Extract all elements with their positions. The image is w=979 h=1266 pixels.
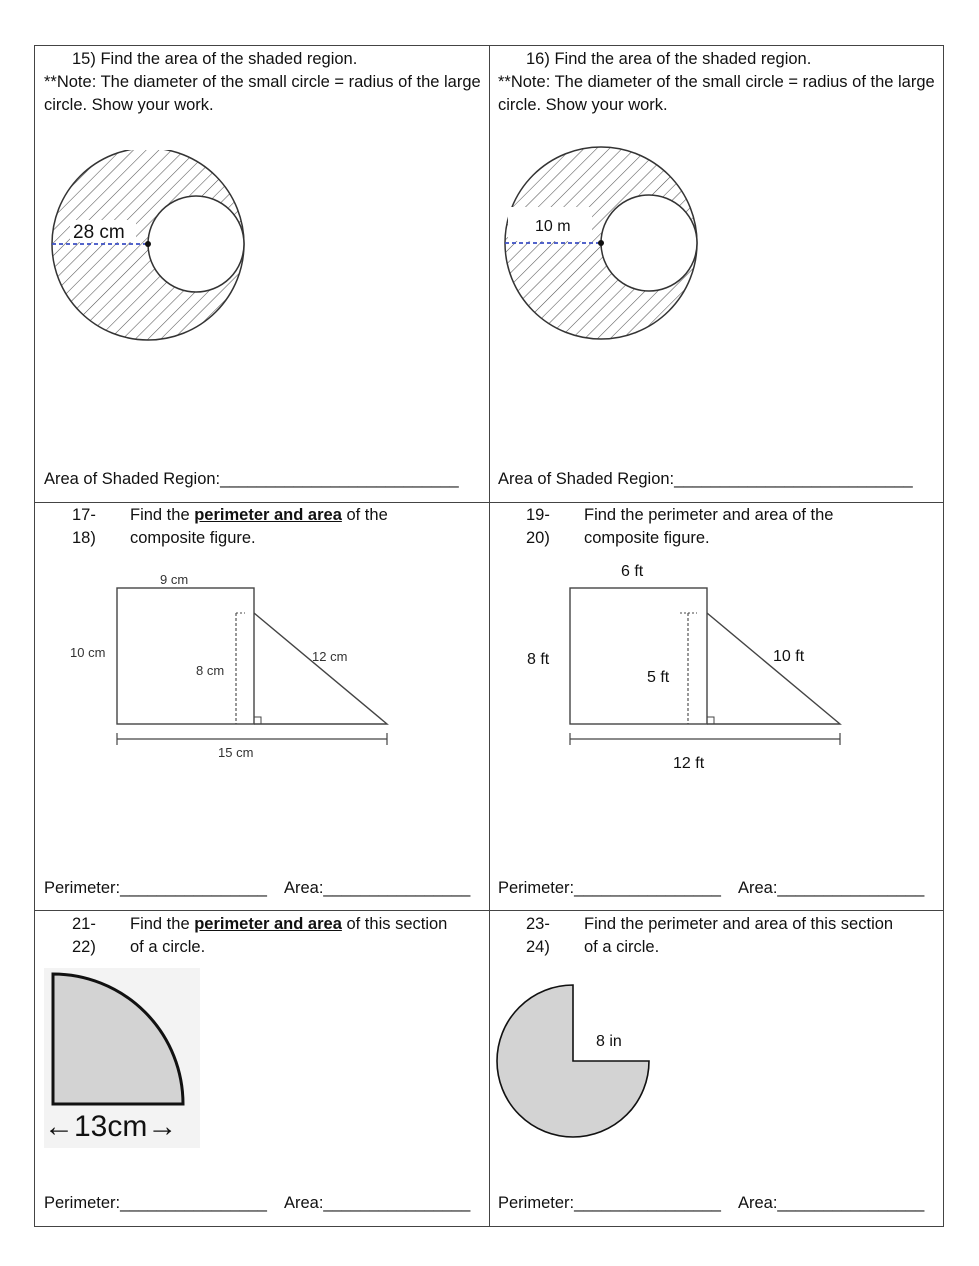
problem-15-prompt: Find the area of the shaded region. bbox=[100, 50, 358, 68]
problem-23-perimeter: Perimeter:________________ bbox=[498, 1194, 721, 1212]
problem-23-number: 23-24) bbox=[526, 915, 550, 956]
three-quarter-circle bbox=[497, 985, 649, 1137]
radius-label: 28 cm bbox=[73, 222, 125, 243]
problem-21-area: Area:________________ bbox=[284, 1194, 471, 1212]
left-label: 8 ft bbox=[527, 651, 550, 668]
problem-21-text bbox=[130, 913, 480, 959]
problem-16-text bbox=[498, 48, 938, 117]
problem-16-figure bbox=[498, 145, 708, 345]
hypotenuse-label: 10 ft bbox=[773, 648, 805, 665]
problem-15-note: **Note: The diameter of the small circle = radius of the large circle. Show your work. bbox=[44, 73, 481, 114]
top-label: 9 cm bbox=[160, 572, 189, 587]
problem-21-prompt-line2: of a circle. bbox=[130, 938, 206, 956]
problem-17-prompt-line2: composite figure. bbox=[130, 529, 256, 547]
problem-19-prompt-line2: composite figure. bbox=[584, 529, 710, 547]
problem-21-figure bbox=[44, 968, 204, 1148]
small-circle bbox=[148, 196, 244, 292]
problem-15-number: 15) bbox=[72, 50, 96, 68]
row-divider-2 bbox=[35, 910, 943, 911]
problem-23-prompt: Find the perimeter and area of this section bbox=[584, 915, 894, 933]
problem-21-number: 21-22) bbox=[72, 915, 96, 956]
problem-21-prompt-end: of this section bbox=[341, 915, 448, 933]
problem-17-text bbox=[130, 504, 480, 550]
right-angle-mark bbox=[707, 717, 714, 724]
problem-19-number: 19-20) bbox=[526, 506, 550, 547]
problem-17-prompt-start: Find the bbox=[130, 506, 195, 524]
problem-17-perimeter: Perimeter:________________ bbox=[44, 879, 267, 897]
problem-23-area: Area:________________ bbox=[738, 1194, 925, 1212]
triangle bbox=[254, 613, 387, 724]
problem-17-prompt-end: of the bbox=[341, 506, 388, 524]
problem-17-prompt-bold: perimeter and area bbox=[194, 506, 342, 524]
top-label: 6 ft bbox=[621, 563, 644, 580]
right-angle-mark bbox=[254, 717, 261, 724]
problem-19-prompt: Find the perimeter and area of the bbox=[584, 506, 834, 524]
problem-19-perimeter: Perimeter:________________ bbox=[498, 879, 721, 897]
radius-label: 10 m bbox=[535, 218, 571, 235]
problem-15-figure bbox=[44, 150, 254, 350]
radius-label: ←13cm→ bbox=[44, 1110, 178, 1143]
problem-16-note: **Note: The diameter of the small circle = radius of the large circle. Show your work. bbox=[498, 73, 935, 114]
rectangle bbox=[570, 588, 707, 724]
row-divider-1 bbox=[35, 502, 943, 503]
problem-19-area: Area:________________ bbox=[738, 879, 925, 897]
center-point bbox=[598, 240, 604, 246]
hypotenuse-label: 12 cm bbox=[312, 649, 348, 664]
base-label: 15 cm bbox=[218, 745, 254, 760]
left-label: 10 cm bbox=[70, 645, 106, 660]
height-label: 5 ft bbox=[647, 669, 670, 686]
small-circle bbox=[601, 195, 697, 291]
height-label: 8 cm bbox=[196, 663, 225, 678]
problem-19-text bbox=[584, 504, 934, 550]
problem-17-figure bbox=[60, 565, 400, 765]
base-label: 12 ft bbox=[673, 755, 705, 772]
problem-19-figure bbox=[515, 555, 855, 780]
center-point bbox=[145, 241, 151, 247]
problem-23-figure bbox=[494, 982, 654, 1142]
problem-21-perimeter: Perimeter:________________ bbox=[44, 1194, 267, 1212]
column-divider bbox=[489, 46, 490, 1226]
problem-17-number: 17-18) bbox=[72, 506, 96, 547]
problem-15-text bbox=[44, 48, 484, 117]
problem-23-prompt-line2: of a circle. bbox=[584, 938, 660, 956]
triangle bbox=[707, 613, 840, 724]
problem-21-prompt-start: Find the bbox=[130, 915, 195, 933]
problem-17-area: Area:________________ bbox=[284, 879, 471, 897]
rectangle bbox=[117, 588, 254, 724]
problem-16-number: 16) bbox=[526, 50, 550, 68]
problem-16-answer: Area of Shaded Region:__________________________ bbox=[498, 470, 913, 488]
problem-21-prompt-bold: perimeter and area bbox=[194, 915, 342, 933]
problem-16-prompt: Find the area of the shaded region. bbox=[554, 50, 812, 68]
problem-23-text bbox=[584, 913, 934, 959]
problem-15-answer: Area of Shaded Region:__________________________ bbox=[44, 470, 459, 488]
radius-label: 8 in bbox=[596, 1033, 622, 1050]
